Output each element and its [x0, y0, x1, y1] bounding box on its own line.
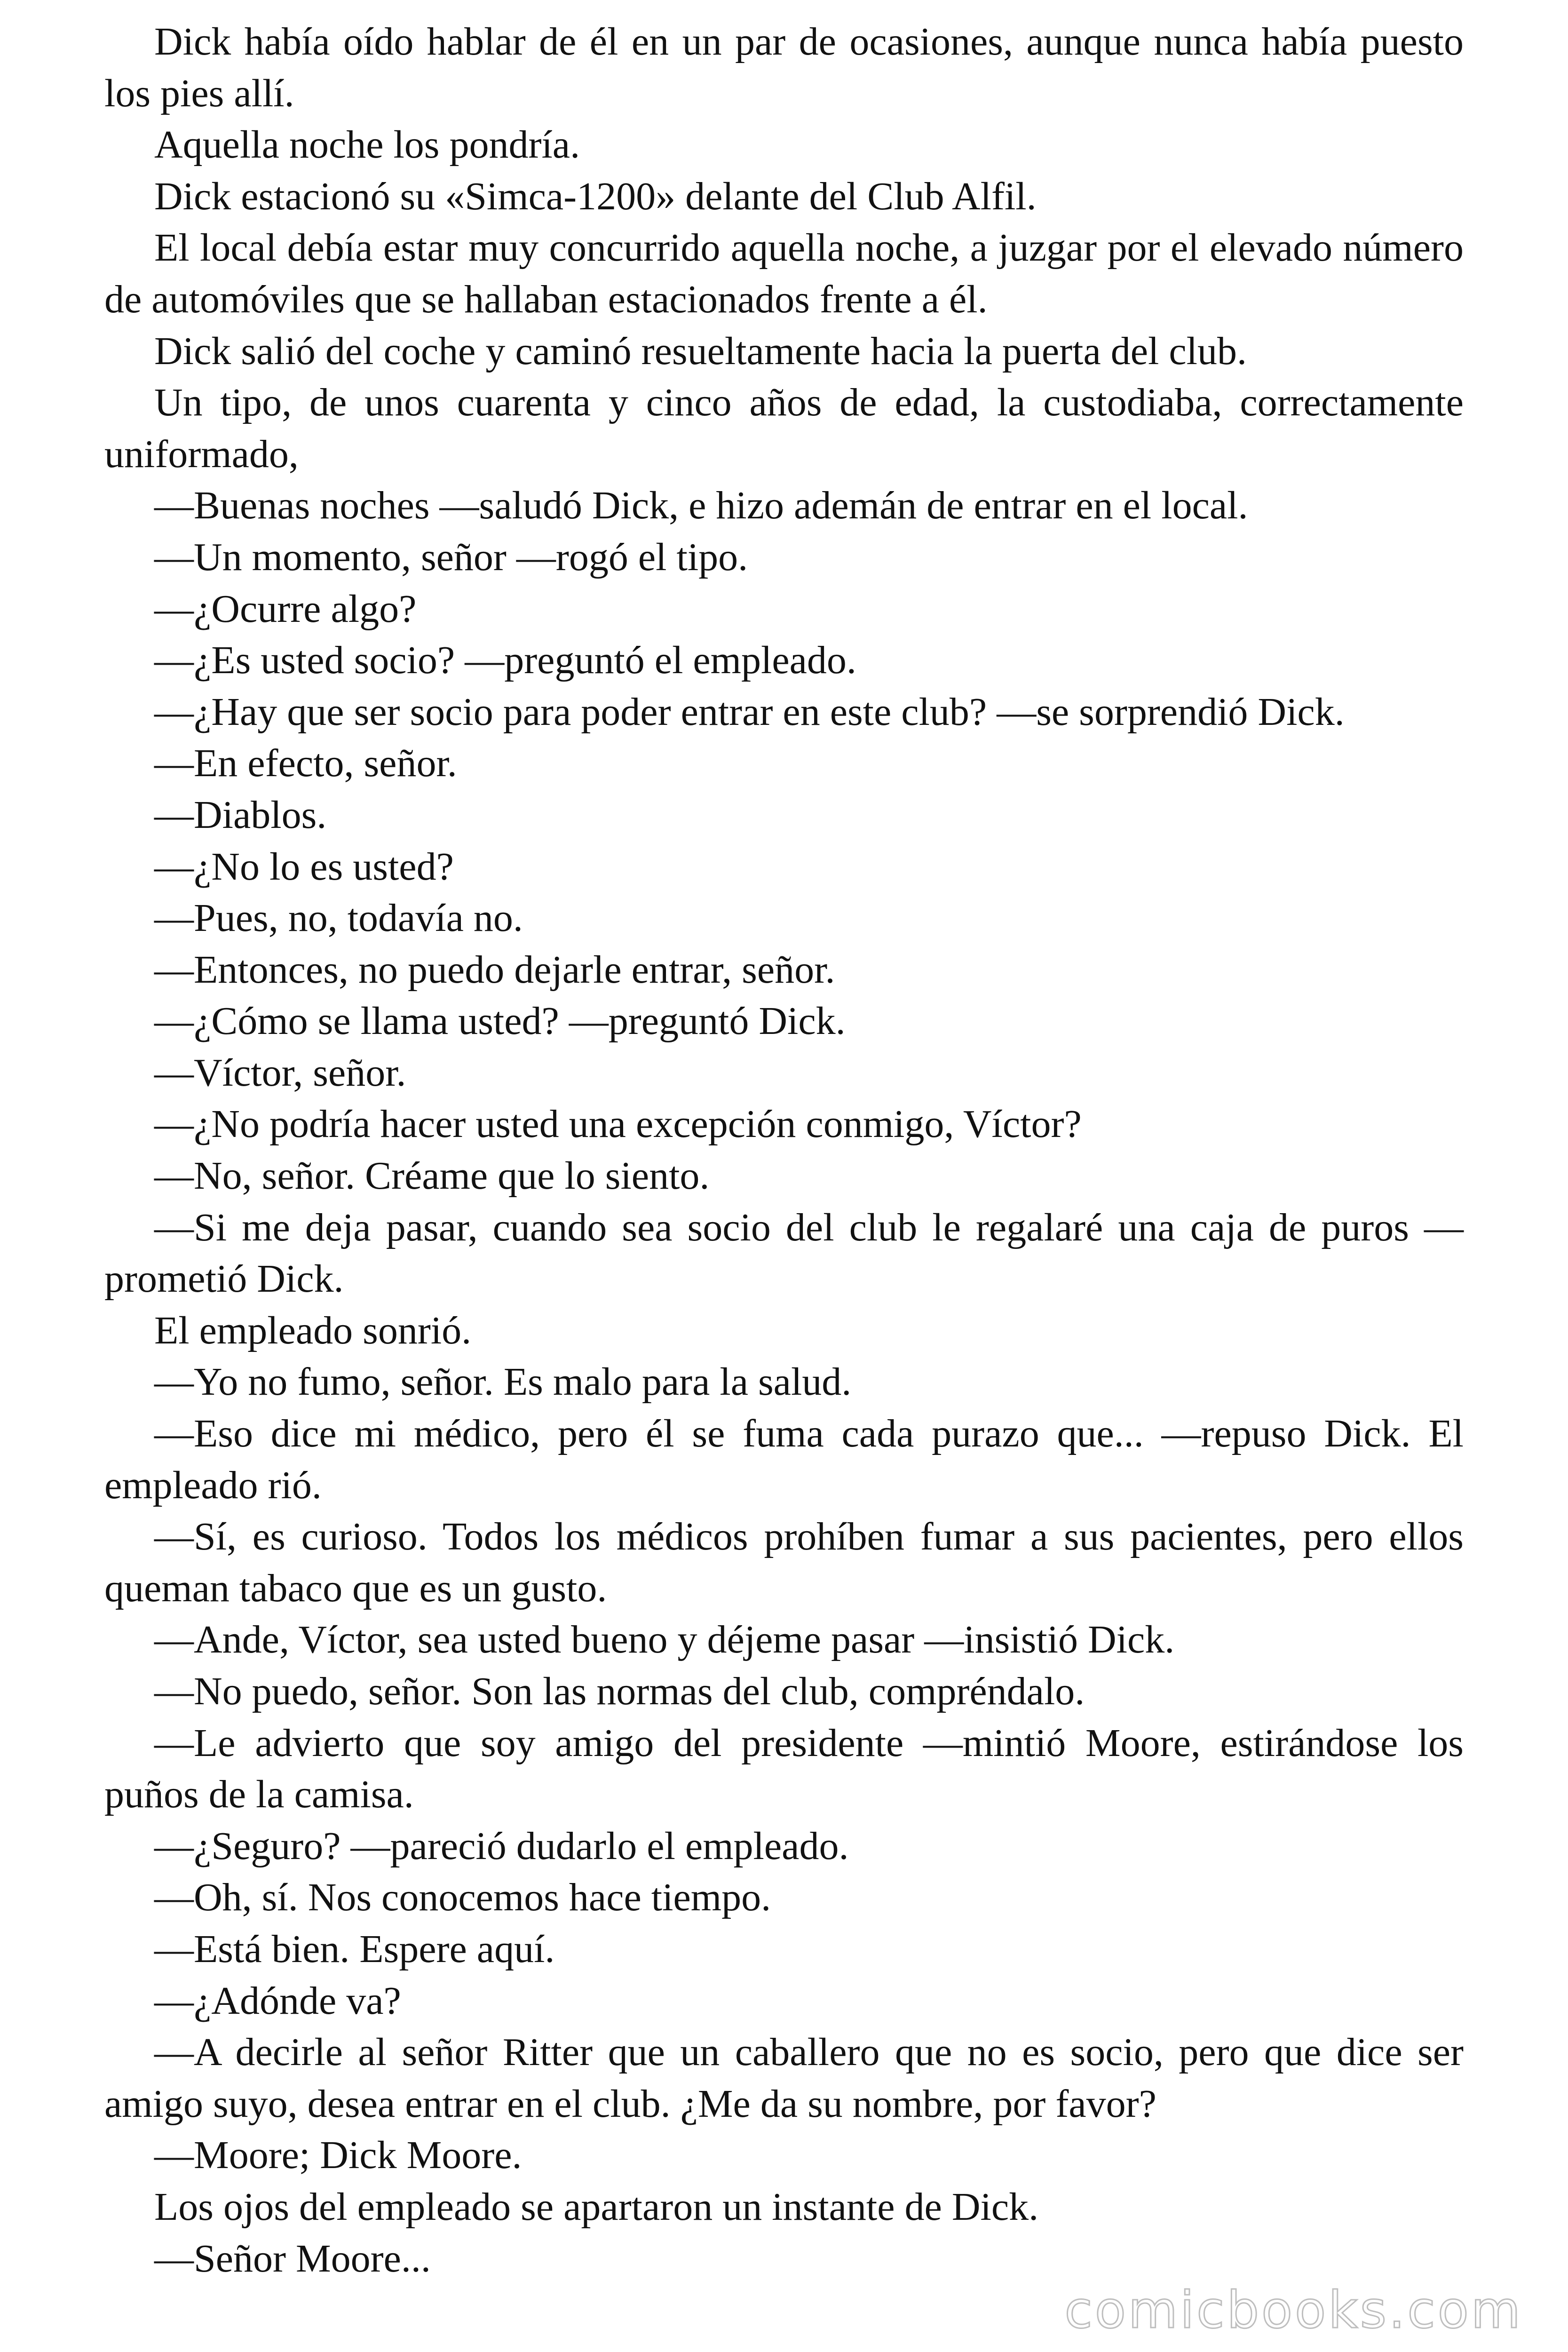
paragraph: —¿Ocurre algo?	[154, 587, 417, 631]
paragraph: —Señor Moore...	[154, 2236, 431, 2280]
paragraph: —Buenas noches —saludó Dick, e hizo ademán de entrar en el local.	[154, 484, 1248, 528]
paragraph: —¿Seguro? —pareció dudarlo el empleado.	[154, 1824, 849, 1868]
paragraph: —Si me deja pasar, cuando sea socio del club le regalaré una caja de puros —prometió Dick.	[104, 1205, 1464, 1301]
paragraph: —En efecto, señor.	[154, 741, 457, 786]
paragraph: —No puedo, señor. Son las normas del club, compréndalo.	[154, 1669, 1085, 1713]
paragraph: —Está bien. Espere aquí.	[154, 1927, 555, 1971]
paragraph: —¿Cómo se llama usted? —preguntó Dick.	[154, 999, 846, 1043]
paragraph: —¿Hay que ser socio para poder entrar en este club? —se sorprendió Dick.	[154, 690, 1345, 734]
paragraph: Dick estacionó su «Simca-1200» delante del Club Alfil.	[154, 174, 1037, 218]
paragraph: —Yo no fumo, señor. Es malo para la salud.	[154, 1360, 852, 1404]
paragraph: Aquella noche los pondría.	[154, 123, 580, 167]
paragraph: —No, señor. Créame que lo siento.	[154, 1154, 710, 1198]
paragraph: —Eso dice mi médico, pero él se fuma cada purazo que... —repuso Dick. El empleado rió.	[104, 1412, 1464, 1507]
book-page-text	[104, 16, 1464, 2284]
watermark-logo: comicbooks.com	[1064, 2281, 1523, 2340]
paragraph: Un tipo, de unos cuarenta y cinco años de edad, la custodiaba, correctamente uniformado,	[104, 381, 1464, 476]
paragraph: El local debía estar muy concurrido aquella noche, a juzgar por el elevado número de automóviles que se hallaban estacionados frente a él.	[104, 226, 1464, 321]
paragraph: —Diablos.	[154, 793, 327, 837]
paragraph: El empleado sonrió.	[154, 1308, 472, 1352]
paragraph: —¿Adónde va?	[154, 1979, 401, 2023]
paragraph: —Pues, no, todavía no.	[154, 896, 523, 940]
paragraph: —¿No podría hacer usted una excepción conmigo, Víctor?	[154, 1102, 1082, 1146]
paragraph: —A decirle al señor Ritter que un caballero que no es socio, pero que dice ser amigo suyo, desea entrar en el club. ¿Me da su nombre, por favor?	[104, 2030, 1464, 2126]
paragraph: Los ojos del empleado se apartaron un instante de Dick.	[154, 2185, 1039, 2229]
paragraph: —¿No lo es usted?	[154, 844, 454, 889]
paragraph: —Un momento, señor —rogó el tipo.	[154, 535, 748, 579]
paragraph: —Oh, sí. Nos conocemos hace tiempo.	[154, 1875, 771, 1920]
paragraph: —Moore; Dick Moore.	[154, 2133, 522, 2177]
paragraph: —Víctor, señor.	[154, 1050, 406, 1095]
paragraph: —Le advierto que soy amigo del presidente —mintió Moore, estirándose los puños de la camisa.	[104, 1721, 1464, 1817]
paragraph: —Sí, es curioso. Todos los médicos prohíben fumar a sus pacientes, pero ellos queman tabaco que es un gusto.	[104, 1515, 1464, 1610]
paragraph: —Entonces, no puedo dejarle entrar, señor.	[154, 947, 835, 992]
paragraph: —Ande, Víctor, sea usted bueno y déjeme pasar —insistió Dick.	[154, 1618, 1175, 1662]
paragraph: —¿Es usted socio? —preguntó el empleado.	[154, 638, 856, 683]
paragraph: Dick había oído hablar de él en un par de ocasiones, aunque nunca había puesto los pies allí.	[104, 20, 1464, 115]
paragraph: Dick salió del coche y caminó resueltamente hacia la puerta del club.	[154, 329, 1247, 373]
